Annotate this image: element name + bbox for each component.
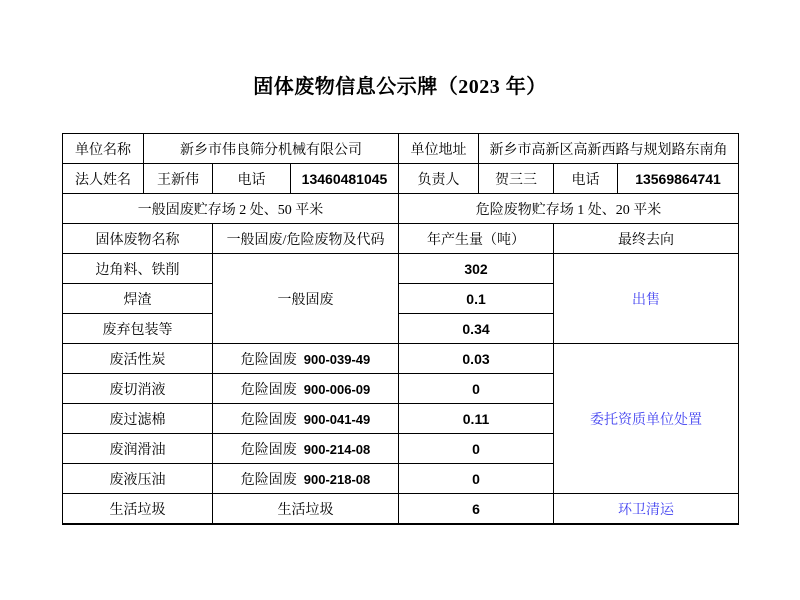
waste-type: 危险固废	[240, 412, 297, 428]
waste-amount-cell: 0	[399, 464, 554, 494]
general-type-cell: 一般固废	[213, 254, 399, 344]
general-destination-cell: 出售	[554, 254, 739, 344]
waste-code: 900-218-08	[303, 471, 371, 487]
waste-type-code-cell	[213, 464, 399, 494]
manager-phone-label: 电话	[554, 164, 618, 194]
hazardous-storage-info: 危险废物贮存场 1 处、20 平米	[399, 194, 739, 224]
waste-row	[63, 254, 739, 284]
header-destination: 最终去向	[554, 224, 739, 254]
page-title: 固体废物信息公示牌（2023 年）	[253, 76, 547, 98]
waste-name-cell: 废活性炭	[63, 344, 213, 374]
waste-row	[63, 344, 739, 374]
waste-type-code-cell	[213, 404, 399, 434]
unit-name-value: 新乡市伟良筛分机械有限公司	[144, 134, 399, 164]
table-header-row	[63, 224, 739, 254]
unit-name-label: 单位名称	[63, 134, 144, 164]
waste-amount-cell: 0	[399, 374, 554, 404]
waste-type-code-cell: 生活垃圾	[213, 494, 399, 525]
domestic-destination-cell: 环卫清运	[554, 494, 739, 525]
waste-amount-cell: 6	[399, 494, 554, 525]
general-storage-info: 一般固废贮存场 2 处、50 平米	[63, 194, 399, 224]
waste-name-cell: 废弃包装等	[63, 314, 213, 344]
waste-type-code-cell	[213, 344, 399, 374]
header-type-code: 一般固废/危险废物及代码	[213, 224, 399, 254]
waste-type: 危险固废	[240, 472, 297, 488]
waste-type: 危险固废	[240, 442, 297, 458]
waste-amount-cell: 0.11	[399, 404, 554, 434]
waste-row	[63, 494, 739, 525]
waste-type-code-cell	[213, 374, 399, 404]
unit-address-value: 新乡市高新区高新西路与规划路东南角	[479, 134, 739, 164]
waste-code: 900-214-08	[303, 441, 371, 457]
unit-row	[63, 134, 739, 164]
manager-label: 负责人	[399, 164, 479, 194]
legal-person-value: 王新伟	[144, 164, 213, 194]
waste-amount-cell: 0.34	[399, 314, 554, 344]
legal-person-label: 法人姓名	[63, 164, 144, 194]
waste-type-code-cell	[213, 434, 399, 464]
manager-value: 贺三三	[479, 164, 554, 194]
waste-amount-cell: 0.1	[399, 284, 554, 314]
waste-amount-cell: 0	[399, 434, 554, 464]
waste-type: 危险固废	[240, 382, 297, 398]
legal-phone-label: 电话	[213, 164, 291, 194]
waste-info-table	[62, 133, 739, 525]
waste-code: 900-006-09	[303, 381, 371, 397]
waste-name-cell: 废过滤棉	[63, 404, 213, 434]
waste-name-cell: 废切消液	[63, 374, 213, 404]
hazardous-destination-cell: 委托资质单位处置	[554, 344, 739, 494]
waste-name-cell: 生活垃圾	[63, 494, 213, 525]
header-waste-name: 固体废物名称	[63, 224, 213, 254]
waste-code: 900-041-49	[303, 411, 371, 427]
waste-name-cell: 边角料、铁削	[63, 254, 213, 284]
waste-code: 900-039-49	[303, 351, 371, 367]
unit-address-label: 单位地址	[399, 134, 479, 164]
waste-type: 危险固废	[240, 352, 297, 368]
legal-phone-value: 13460481045	[291, 164, 399, 194]
manager-phone-value: 13569864741	[618, 164, 739, 194]
waste-amount-cell: 302	[399, 254, 554, 284]
waste-amount-cell: 0.03	[399, 344, 554, 374]
person-row	[63, 164, 739, 194]
waste-name-cell: 废液压油	[63, 464, 213, 494]
waste-name-cell: 焊渣	[63, 284, 213, 314]
storage-row	[63, 194, 739, 224]
header-amount: 年产生量（吨）	[399, 224, 554, 254]
waste-name-cell: 废润滑油	[63, 434, 213, 464]
